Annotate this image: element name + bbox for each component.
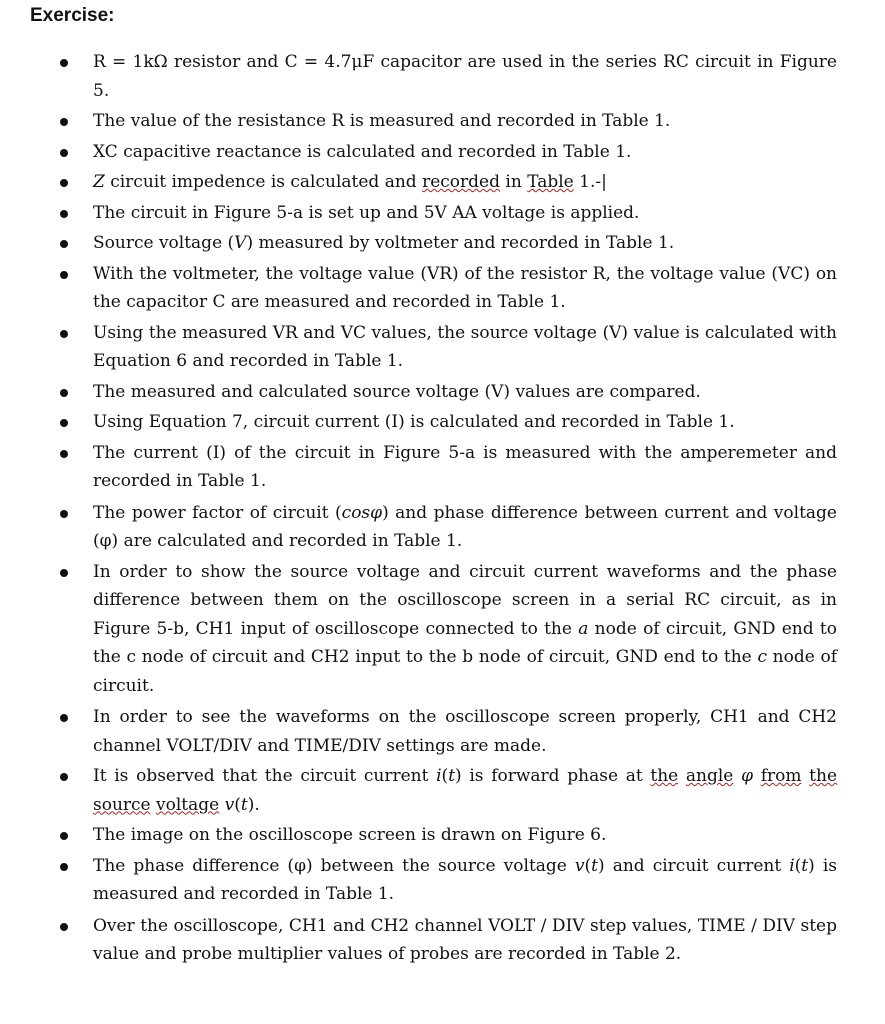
- item-text: φ: [741, 766, 753, 786]
- item-text: t: [240, 794, 248, 815]
- list-item: [0, 378, 885, 407]
- bullet-icon: [60, 863, 68, 871]
- item-text: The circuit in Figure 5-a is set up and 5V AA voltage is applied.: [93, 202, 640, 223]
- item-text: The value of the resistance R is measured and recorded in Table 1.: [93, 111, 671, 131]
- item-text: [733, 766, 741, 786]
- list-item: [0, 168, 885, 197]
- bullet-icon: [60, 773, 68, 781]
- item-text: t: [591, 855, 599, 876]
- bullet-icon: [60, 923, 68, 931]
- item-text: node of circuit, GND end to the c node of circuit and CH2 input to the b node of circuit, GND end to the: [93, 618, 837, 667]
- item-text: (: [234, 794, 241, 815]
- item-text: ) measured by voltmeter and recorded in Table 1.: [246, 233, 675, 253]
- spellcheck-word: angle: [685, 766, 734, 786]
- list-item: [0, 499, 885, 556]
- item-text: t: [448, 766, 456, 786]
- item-text: In order to show the source voltage and circuit current waveforms and the phase difference between them on the oscilloscope screen in a serial RC circuit, as in Figure 5-b, CH1 input of oscilloscope connected to the: [93, 561, 837, 639]
- list-item: [0, 107, 885, 136]
- item-text: a: [578, 618, 589, 639]
- item-text: The phase difference (φ) between the source voltage: [93, 855, 575, 876]
- item-text: ) is forward phase at: [455, 766, 651, 786]
- item-text: ) and phase difference between current and voltage (φ) are calculated and recorded in Table 1.: [93, 502, 837, 551]
- bullet-icon: [60, 569, 68, 577]
- item-text: In order to see the waveforms on the oscilloscope screen properly, CH1 and CH2 channel VOLT/DIV and TIME/DIV settings are made.: [93, 707, 837, 756]
- item-text: (: [584, 855, 592, 876]
- spellcheck-word: voltage: [156, 794, 220, 815]
- list-item: [0, 762, 885, 819]
- list-item: [0, 260, 885, 317]
- bullet-icon: [60, 179, 68, 187]
- item-text: v: [574, 855, 585, 876]
- list-item: [0, 319, 885, 376]
- item-text: node of circuit.: [93, 647, 837, 696]
- item-text: [678, 766, 686, 786]
- item-text: It is observed that the circuit current: [93, 766, 437, 786]
- exercise-list: [0, 48, 885, 971]
- bullet-icon: [60, 59, 68, 67]
- list-item: [0, 138, 885, 167]
- item-text: Source voltage (: [93, 233, 235, 253]
- item-text: [753, 766, 761, 786]
- bullet-icon: [60, 510, 68, 518]
- bullet-icon: [60, 210, 68, 218]
- item-text: The measured and calculated source voltage (V) values are compared.: [93, 381, 701, 402]
- item-text: XC capacitive reactance is calculated and recorded in Table 1.: [93, 141, 632, 162]
- item-text: R = 1kΩ resistor and C = 4.7μF capacitor are used in the series RC circuit in Figure 5.: [93, 52, 837, 101]
- item-text: circuit impedence is calculated and: [104, 172, 423, 192]
- item-text: ) and circuit current: [598, 855, 790, 876]
- list-item: [0, 408, 885, 437]
- list-item: [0, 199, 885, 228]
- item-text: (: [441, 766, 449, 786]
- item-text: c: [757, 647, 767, 667]
- list-item: [0, 912, 885, 969]
- spellcheck-word: recorded: [422, 172, 500, 192]
- item-text: V: [234, 233, 247, 253]
- item-text: The current (I) of the circuit in Figure 5-a is measured with the amperemeter and recorded in Table 1.: [93, 442, 837, 491]
- bullet-icon: [60, 330, 68, 338]
- list-item: [0, 703, 885, 760]
- item-text: 1.-|: [573, 172, 607, 192]
- item-text: Z: [93, 172, 105, 192]
- bullet-icon: [60, 450, 68, 458]
- bullet-icon: [60, 419, 68, 427]
- list-item: [0, 48, 885, 105]
- bullet-icon: [60, 714, 68, 722]
- item-text: t: [801, 855, 809, 876]
- item-text: With the voltmeter, the voltage value (VR) of the resistor R, the voltage value (VC) on the capacitor C are measured and recorded in Table 1.: [93, 263, 837, 312]
- spellcheck-word: source: [93, 794, 151, 815]
- item-text: Over the oscilloscope, CH1 and CH2 channel VOLT / DIV step values, TIME / DIV step value and probe multiplier values of probes are recorded in Table 2.: [93, 915, 837, 964]
- bullet-icon: [60, 832, 68, 840]
- bullet-icon: [60, 389, 68, 397]
- item-text: Using the measured VR and VC values, the source voltage (V) value is calculated with Equation 6 and recorded in Table 1.: [93, 322, 837, 371]
- item-text: i: [436, 766, 442, 786]
- list-item: [0, 821, 885, 850]
- item-text: ).: [247, 794, 260, 815]
- list-item: [0, 439, 885, 496]
- item-text: cosφ: [341, 502, 383, 523]
- list-item: [0, 229, 885, 258]
- item-text: i: [789, 855, 795, 876]
- item-text: The power factor of circuit (: [93, 502, 342, 523]
- item-text: (: [794, 855, 802, 876]
- item-text: The image on the oscilloscope screen is drawn on Figure 6.: [93, 825, 607, 845]
- spellcheck-word: from: [760, 766, 802, 786]
- item-text: ) is measured and recorded in Table 1.: [93, 855, 837, 904]
- bullet-icon: [60, 271, 68, 279]
- item-text: in: [499, 172, 528, 192]
- bullet-icon: [60, 240, 68, 248]
- item-text: v: [224, 794, 235, 815]
- spellcheck-word: Table: [527, 172, 574, 192]
- bullet-icon: [60, 149, 68, 157]
- spellcheck-word: the: [809, 766, 838, 786]
- exercise-heading: Exercise:: [30, 5, 115, 26]
- list-item: [0, 852, 885, 909]
- item-text: Using Equation 7, circuit current (I) is calculated and recorded in Table 1.: [93, 412, 735, 432]
- spellcheck-word: the: [650, 766, 679, 786]
- bullet-icon: [60, 118, 68, 126]
- list-item: [0, 558, 885, 701]
